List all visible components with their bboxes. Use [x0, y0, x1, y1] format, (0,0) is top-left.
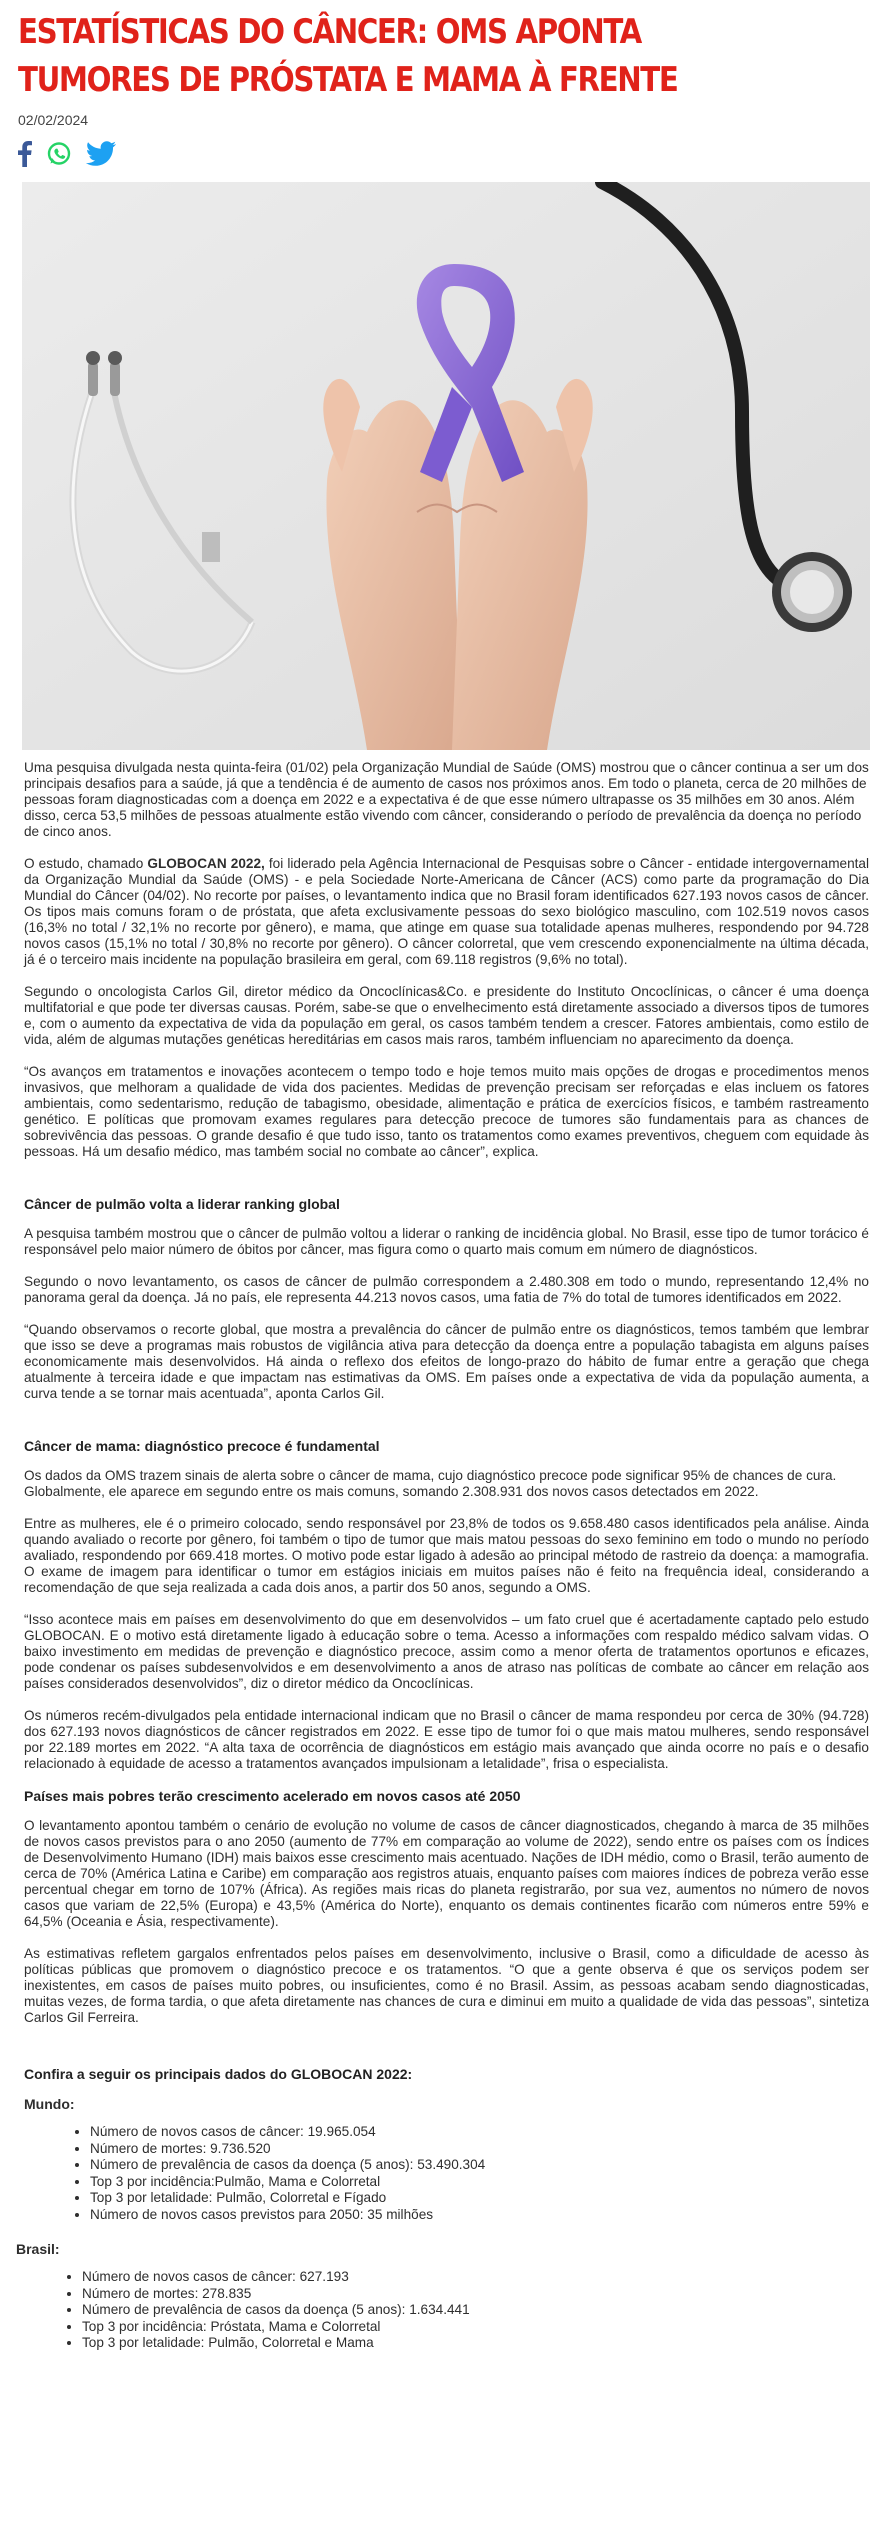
paragraph: Os dados da OMS trazem sinais de alerta sobre o câncer de mama, cujo diagnóstico precoce pode significar 95% de chances de cura. Globalmente, ele aparece em segundo entre os mais comuns, somando 2.308.931 dos novos casos detectados em 2022. — [24, 1468, 837, 1499]
hero-image — [22, 182, 870, 750]
section-heading-lung: Câncer de pulmão volta a liderar ranking global — [24, 1196, 340, 1212]
paragraph: O levantamento apontou também o cenário de evolução no volume de casos de câncer diagnosticados, chegando à marca de 35 milhões de novos casos previstos para o ano 2050 (aumento de 77% em comparação ao volume de 2022), sendo entre os países com os Índices de Desenvolvimento Humano (IDH) mais baixos esse crescimento mais acentuado. Nações de IDH médio, como o Brasil, terão aumento de cerca de 70% (América Latina e Caribe) em comparação aos registros atuais, enquanto países com maiores índices de pobreza verão esse percentual chegar em torno de 107% (África). As regiões mais ricas do planeta registrarão, por sua vez, aumentos no número de novos casos que variam de 22,5% (Europa) e 43,5% (América do Norte), enquanto os demais continentes ficarão com números entre 59% e 64,5% (Oceania e Ásia, respectivamente). — [24, 1818, 869, 1929]
brasil-list — [16, 2269, 869, 2352]
section-heading-poor-countries: Países mais pobres terão crescimento acelerado em novos casos até 2050 — [24, 1788, 521, 1804]
twitter-icon[interactable] — [86, 141, 116, 172]
list-item: • Número de mortes: 9.736.520 — [90, 2141, 869, 2158]
list-item: • Número de novos casos de câncer: 627.193 — [82, 2269, 869, 2286]
quote-paragraph: “Quando observamos o recorte global, que mostra a prevalência do câncer de pulmão entre os diagnósticos, temos também que lembrar que isso se deve a programas mais robustos de vigilância ativa para detecção da doença entre a população tabagista em alguns países economicamente mais desenvolvidos. Há ainda o reflexo dos efeitos de longo-prazo do hábito de fumar entre a geração que chega atualmente à terceira idade e que impactam nas estimativas da OMS. Em países onde a expectativa de vida da população aumenta, a curva tende a se tornar mais acentuada”, aponta Carlos Gil. — [24, 1322, 869, 1401]
paragraph: Uma pesquisa divulgada nesta quinta-feira (01/02) pela Organização Mundial de Saúde (OMS) mostrou que o câncer continua a ser um dos principais desafios para a saúde, já que a tendência é de aumento de casos nos próximos anos. Em todo o planeta, cerca de 20 milhões de pessoas foram diagnosticadas com a doença em 2022 e a expectativa é de que esse número ultrapasse os 35 milhões em 30 anos. Além disso, cerca 53,5 milhões de pessoas atualmente estão vivendo com câncer, considerando o período de prevalência da doença no período de cinco anos. — [24, 760, 869, 839]
article-body — [16, 760, 869, 2370]
list-item: • Top 3 por letalidade: Pulmão, Colorretal e Fígado — [90, 2190, 869, 2207]
paragraph: Entre as mulheres, ele é o primeiro colocado, sendo responsável por 23,8% de todos os 9.658.480 casos identificados pela análise. Ainda quando avaliado o recorte por gênero, foi também o tipo de tumor que mais matou pessoas do sexo feminino em todo o mundo no período avaliado, respondendo por 669.418 mortes. O motivo pode estar ligado à adesão ao principal método de rastreio da doença: a mamografia. O exame de imagem para identificar o tumor em estágios iniciais em muitos países não é feito na frequência ideal, considerando a recomendação de que seja realizada a cada dois anos, a partir dos 50 anos, segundo a OMS. — [24, 1516, 869, 1595]
list-item: • Top 3 por incidência:Pulmão, Mama e Colorretal — [90, 2174, 869, 2191]
list-item: • Número de mortes: 278.835 — [82, 2286, 869, 2303]
paragraph: A pesquisa também mostrou que o câncer de pulmão voltou a liderar o ranking de incidência global. No Brasil, esse tipo de tumor torácico é responsável pelo maior número de óbitos por câncer, mas figura como o quarto mais comum em número de diagnósticos. — [24, 1226, 869, 1257]
share-bar — [18, 140, 116, 172]
list-item: • Top 3 por letalidade: Pulmão, Colorretal e Mama — [82, 2335, 869, 2352]
world-label: Mundo: — [24, 2096, 75, 2112]
facebook-icon[interactable] — [18, 141, 32, 172]
list-item: • Número de novos casos previstos para 2050: 35 milhões — [90, 2207, 869, 2224]
paragraph: Segundo o novo levantamento, os casos de câncer de pulmão correspondem a 2.480.308 em todo o mundo, representando 12,4% no panorama geral da doença. Já no país, ele representa 44.213 novos casos, uma fatia de 7% do total de tumores identificados em 2022. — [24, 1274, 869, 1305]
list-item: • Número de novos casos de câncer: 19.965.054 — [90, 2124, 869, 2141]
quote-paragraph: “Isso acontece mais em países em desenvolvimento do que em desenvolvidos – um fato cruel que é acertadamente captado pelo estudo GLOBOCAN. E o motivo está diretamente ligado à educação sobre o tema. Acesso a informações com respaldo médico salvam vidas. O baixo investimento em medidas de prevenção e diagnóstico precoce, assim como a menor oferta de tratamentos oportunos e eficazes, pode condenar os países subdesenvolvidos e em desenvolvimento a anos de atraso nas políticas de combate ao câncer em relação aos países considerados desenvolvidos”, diz o diretor médico da Oncoclínicas. — [24, 1612, 869, 1691]
article-title: ESTATÍSTICAS DO CÂNCER: OMS APONTA TUMORES DE PRÓSTATA E MAMA À FRENTE — [18, 12, 678, 100]
list-item: • Top 3 por incidência: Próstata, Mama e Colorretal — [82, 2319, 869, 2336]
paragraph: Segundo o oncologista Carlos Gil, diretor médico da Oncoclínicas&Co. e presidente do Instituto Oncoclínicas, o câncer é uma doença multifatorial e que pode ter diversas causas. Porém, sabe-se que o envelhecimento está diretamente associado a diversos tipos de tumores e, com o aumento da expectativa de vida da população em geral, os casos também tendem a crescer. Fatores ambientais, como estilo de vida, além de algumas mutações genéticas hereditárias em casos mais raros, também influenciam no aparecimento da doença. — [24, 984, 869, 1047]
world-list — [24, 2124, 869, 2223]
paragraph: As estimativas refletem gargalos enfrentados pelos países em desenvolvimento, inclusive o Brasil, como a dificuldade de acesso às políticas públicas que promovem o diagnóstico precoce e os tratamentos. “O que a gente observa é que os serviços podem ser inexistentes, em casos de países muito pobres, ou insuficientes, como é no Brasil. Assim, as pessoas acabam sendo diagnosticadas, muitas vezes, de forma tardia, o que afeta diretamente nas chances de cura e diminui em muito a qualidade de vida das pessoas”, sintetiza Carlos Gil Ferreira. — [24, 1946, 869, 2025]
brasil-label: Brasil: — [16, 2241, 60, 2257]
list-item: • Número de prevalência de casos da doença (5 anos): 53.490.304 — [90, 2157, 869, 2174]
quote-paragraph: “Os avanços em tratamentos e inovações acontecem o tempo todo e hoje temos muito mais opções de drogas e procedimentos menos invasivos, que melhoram a qualidade de vida dos pacientes. Medidas de prevenção precisam ser reforçadas e elas incluem os fatores ambientais, como sedentarismo, redução de tabagismo, obesidade, alimentação e prática de exercícios físicos, e também rastreamento genético. E políticas que promovam exames regulares para detecção precoce de tumores são fundamentais para as chances de sobrevivência das pessoas. O grande desafio é que tudo isso, tanto os tratamentos como exames preventivos, cheguem com equidade às pessoas. Há um desafio médico, mas também social no combate ao câncer”, explica. — [24, 1064, 869, 1159]
paragraph: O estudo, chamado GLOBOCAN 2022, foi liderado pela Agência Internacional de Pesquisas sobre o Câncer - entidade intergovernamental da Organização Mundial da Saúde (OMS) - e pela Sociedade Norte-Americana de Câncer (ACS) como parte da programação do Dia Mundial do Câncer (04/02). No recorte por países, o levantamento indica que no Brasil foram identificados 627.193 novos casos de câncer. Os tipos mais comuns foram o de próstata, que afeta exclusivamente pessoas do sexo biológico masculino, com 102.519 novos casos (16,3% no total / 32,1% no recorte por gênero), e mama, que atinge em quase sua totalidade apenas mulheres, respondendo por 94.728 novos casos (15,1% no total / 30,8% no recorte por gênero). O câncer colorretal, que vem crescendo exponencialmente na última década, já é o terceiro mais incidente na população brasileira em geral, com 69.118 registros (9,6% no total). — [24, 856, 869, 967]
section-heading-breast: Câncer de mama: diagnóstico precoce é fundamental — [24, 1438, 380, 1454]
section-heading-data: Confira a seguir os principais dados do GLOBOCAN 2022: — [24, 2066, 413, 2082]
list-item: • Número de prevalência de casos da doença (5 anos): 1.634.441 — [82, 2302, 869, 2319]
article-date: 02/02/2024 — [18, 112, 89, 128]
paragraph: Os números recém-divulgados pela entidade internacional indicam que no Brasil o câncer de mama respondeu por cerca de 30% (94.728) dos 627.193 novos diagnósticos de câncer registrados em 2022. E esse tipo de tumor foi o que mais matou mulheres, sendo responsável por 22.189 mortes em 2022. “A alta taxa de ocorrência de diagnósticos em estágio mais avançado que ainda ocorre no país e o desafio relacionado à equidade de acesso a tratamentos avançados impulsionam a letalidade”, frisa o especialista. — [24, 1708, 869, 1771]
whatsapp-icon[interactable] — [46, 141, 72, 172]
